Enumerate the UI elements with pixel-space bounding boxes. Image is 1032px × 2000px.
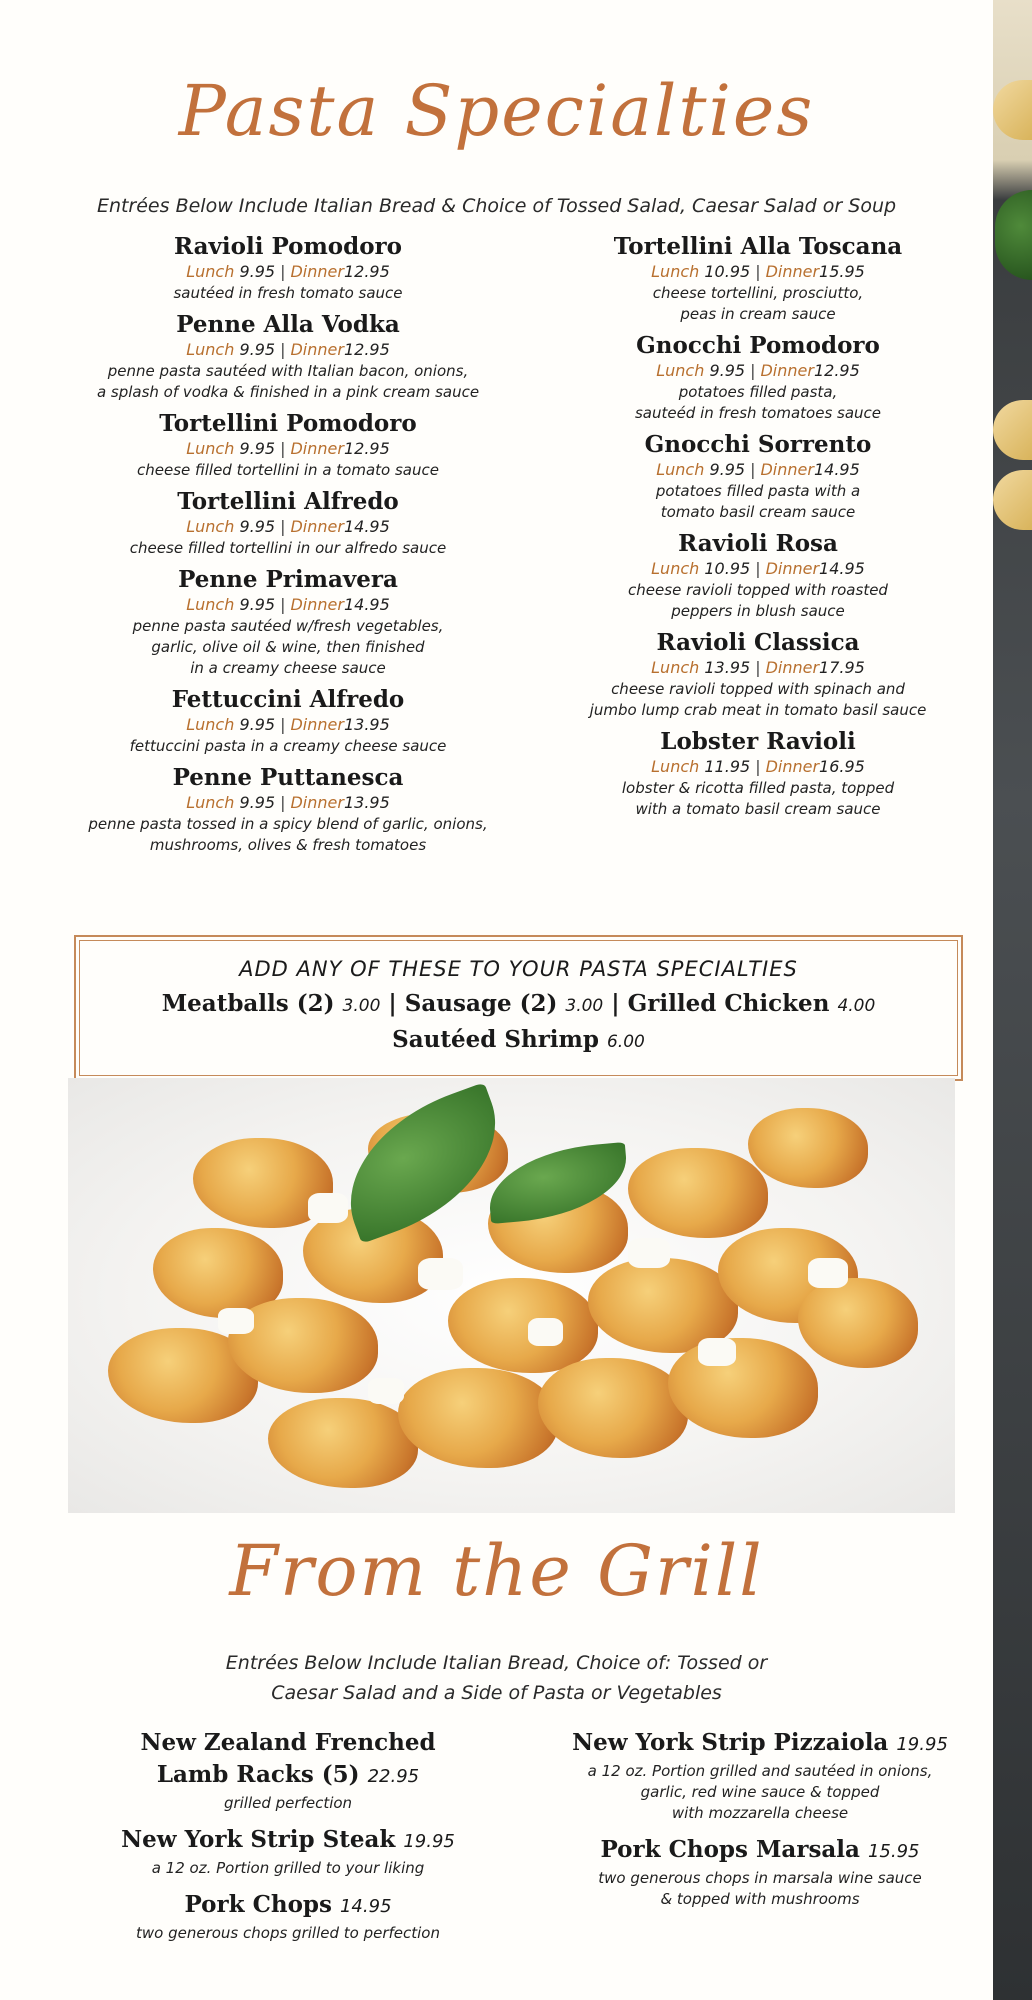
addon-price: 3.00: [565, 996, 604, 1016]
menu-item: [548, 529, 968, 622]
item-prices: [78, 438, 498, 460]
price-separator: |: [750, 460, 756, 479]
lunch-label: Lunch: [186, 262, 235, 281]
dinner-label: Dinner: [765, 559, 820, 578]
item-price: 19.95: [896, 1734, 948, 1755]
dinner-label: Dinner: [290, 340, 344, 359]
item-description: cheese filled tortellini in our alfredo sauce: [129, 539, 447, 557]
item-description: penne pasta sautéed w/fresh vegetables, garlic, olive oil & wine, then finished in a creamy cheese sauce: [132, 617, 444, 677]
lunch-label: Lunch: [186, 340, 235, 359]
lunch-label: Lunch: [186, 715, 235, 734]
addon-price: 3.00: [342, 996, 381, 1016]
item-name: Gnocchi Pomodoro: [636, 332, 880, 359]
pasta-left-column: [78, 232, 498, 862]
item-prices: [78, 594, 498, 616]
item-description: grilled perfection: [223, 1794, 353, 1812]
item-description: potatoes filled pasta with a tomato basil cream sauce: [655, 482, 861, 521]
lunch-label: Lunch: [651, 262, 700, 281]
item-name: Ravioli Pomodoro: [173, 233, 403, 260]
item-description: fettuccini pasta in a creamy cheese sauce: [129, 737, 447, 755]
dinner-label: Dinner: [760, 361, 814, 380]
item-name-line: [88, 1759, 488, 1793]
item-prices: [78, 792, 498, 814]
menu-item: [78, 565, 498, 679]
menu-item: [548, 430, 968, 523]
grill-right-column: [540, 1727, 980, 1920]
pasta-section-subtitle: Entrées Below Include Italian Bread & Choice of Tossed Salad, Caesar Salad or Soup: [96, 195, 897, 217]
item-prices: [548, 360, 968, 382]
item-prices: [548, 558, 968, 580]
item-description: a 12 oz. Portion grilled to your liking: [151, 1859, 425, 1877]
item-name: Tortellini Alfredo: [177, 488, 399, 515]
item-price: 15.95: [867, 1841, 920, 1862]
addon-separator: |: [388, 990, 397, 1017]
addon-price: 6.00: [606, 1032, 645, 1052]
item-name: New York Strip Pizzaiola: [572, 1729, 889, 1756]
price-separator: |: [280, 595, 286, 614]
price-separator: |: [755, 559, 761, 578]
price-separator: |: [280, 340, 286, 359]
grill-section-subtitle: [0, 1648, 993, 1708]
item-name: Ravioli Rosa: [678, 530, 838, 557]
menu-item: [88, 1824, 488, 1879]
dinner-price: 13.95: [343, 793, 390, 812]
lunch-label: Lunch: [656, 361, 705, 380]
item-prices: [548, 756, 968, 778]
item-prices: [548, 261, 968, 283]
item-name-line: [540, 1727, 980, 1761]
item-name: Tortellini Pomodoro: [159, 410, 417, 437]
dinner-price: 17.95: [819, 658, 865, 677]
menu-item: [88, 1727, 488, 1814]
item-prices: [548, 459, 968, 481]
menu-item: [548, 331, 968, 424]
grill-subtitle-line: Entrées Below Include Italian Bread, Choice of: Tossed or: [225, 1652, 768, 1674]
item-name: Ravioli Classica: [656, 629, 860, 656]
item-name: Pork Chops Marsala: [600, 1836, 860, 1863]
item-name: Lamb Racks (5): [156, 1761, 360, 1788]
addon-name: Grilled Chicken: [627, 990, 830, 1017]
item-name: Penne Puttanesca: [172, 764, 404, 791]
item-description: cheese tortellini, prosciutto, peas in cream sauce: [652, 284, 864, 323]
item-price: 19.95: [403, 1831, 455, 1852]
addon-name: Meatballs (2): [161, 990, 335, 1017]
grill-left-column: [88, 1727, 488, 1954]
item-description: potatoes filled pasta, sauteéd in fresh tomatoes sauce: [634, 383, 882, 422]
dinner-price: 12.95: [343, 439, 390, 458]
lunch-price: 9.95: [709, 460, 746, 479]
addon-separator: |: [611, 990, 620, 1017]
lunch-price: 9.95: [709, 361, 746, 380]
item-name: Lobster Ravioli: [660, 728, 856, 755]
item-description: lobster & ricotta filled pasta, topped with a tomato basil cream sauce: [621, 779, 895, 818]
addon-name: Sausage (2): [404, 990, 558, 1017]
background-strip: [993, 0, 1032, 2000]
menu-item: [548, 232, 968, 325]
item-price: 22.95: [367, 1766, 420, 1787]
lunch-price: 9.95: [239, 793, 276, 812]
addon-price: 4.00: [837, 996, 876, 1016]
gnocchi-photo: [68, 1078, 955, 1513]
lunch-label: Lunch: [186, 439, 235, 458]
grill-subtitle-line: Caesar Salad and a Side of Pasta or Vegetables: [271, 1682, 722, 1704]
lunch-price: 10.95: [704, 262, 751, 281]
menu-item: [88, 1889, 488, 1944]
item-prices: [78, 714, 498, 736]
item-name-line: [88, 1889, 488, 1923]
item-description: two generous chops in marsala wine sauce & topped with mushrooms: [598, 1869, 922, 1908]
dinner-label: Dinner: [765, 658, 820, 677]
lunch-price: 9.95: [239, 595, 276, 614]
pasta-right-column: [548, 232, 968, 826]
dinner-label: Dinner: [290, 715, 344, 734]
menu-item: [78, 487, 498, 559]
lunch-price: 9.95: [239, 340, 276, 359]
item-name: Penne Alla Vodka: [176, 311, 400, 338]
item-description: sautéed in fresh tomato sauce: [173, 284, 403, 302]
lunch-label: Lunch: [186, 517, 235, 536]
menu-item: [78, 232, 498, 304]
dinner-price: 16.95: [819, 757, 865, 776]
item-name: Tortellini Alla Toscana: [613, 233, 903, 260]
lunch-price: 9.95: [239, 517, 276, 536]
dinner-label: Dinner: [290, 517, 344, 536]
item-prices: [78, 516, 498, 538]
dinner-label: Dinner: [290, 262, 344, 281]
item-name: New York Strip Steak: [121, 1826, 396, 1853]
menu-item: [540, 1834, 980, 1910]
dinner-price: 14.95: [343, 517, 390, 536]
dinner-price: 12.95: [343, 340, 390, 359]
menu-item: [78, 409, 498, 481]
lunch-price: 9.95: [239, 715, 276, 734]
price-separator: |: [280, 262, 286, 281]
item-name: Pork Chops: [184, 1891, 332, 1918]
item-name-line: [88, 1824, 488, 1858]
dinner-label: Dinner: [765, 757, 820, 776]
item-description: cheese filled tortellini in a tomato sauce: [137, 461, 439, 479]
lunch-label: Lunch: [656, 460, 705, 479]
menu-item: [540, 1727, 980, 1824]
addons-line-2: [76, 1023, 961, 1059]
dinner-label: Dinner: [290, 595, 344, 614]
lunch-price: 9.95: [239, 262, 276, 281]
lunch-label: Lunch: [186, 793, 235, 812]
price-separator: |: [280, 715, 286, 734]
dinner-price: 13.95: [343, 715, 390, 734]
dinner-price: 15.95: [819, 262, 865, 281]
addon-name: Sautéed Shrimp: [392, 1026, 599, 1053]
item-name: New Zealand Frenched: [140, 1729, 436, 1756]
menu-item: [78, 685, 498, 757]
dinner-price: 14.95: [819, 559, 865, 578]
lunch-label: Lunch: [651, 658, 700, 677]
item-price: 14.95: [339, 1896, 392, 1917]
item-name-line: [540, 1834, 980, 1868]
price-separator: |: [755, 757, 761, 776]
item-prices: [78, 261, 498, 283]
price-separator: |: [280, 793, 286, 812]
dinner-price: 14.95: [343, 595, 390, 614]
lunch-price: 9.95: [239, 439, 276, 458]
lunch-label: Lunch: [651, 757, 700, 776]
lunch-price: 13.95: [704, 658, 751, 677]
lunch-label: Lunch: [186, 595, 235, 614]
item-description: cheese ravioli topped with spinach and jumbo lump crab meat in tomato basil sauce: [589, 680, 927, 719]
addons-line-1: [76, 987, 961, 1023]
price-separator: |: [755, 262, 761, 281]
dinner-price: 12.95: [813, 361, 860, 380]
price-separator: |: [280, 517, 286, 536]
pasta-section-title: Pasta Specialties: [178, 70, 815, 152]
dinner-label: Dinner: [290, 439, 344, 458]
lunch-label: Lunch: [651, 559, 700, 578]
dinner-label: Dinner: [760, 460, 814, 479]
lunch-price: 10.95: [704, 559, 751, 578]
item-name: Fettuccini Alfredo: [171, 686, 405, 713]
price-separator: |: [750, 361, 756, 380]
menu-item: [548, 628, 968, 721]
item-description: two generous chops grilled to perfection: [136, 1924, 440, 1942]
item-description: a 12 oz. Portion grilled and sautéed in onions, garlic, red wine sauce & topped with mozzarella cheese: [587, 1762, 933, 1822]
lunch-price: 11.95: [704, 757, 751, 776]
price-separator: |: [280, 439, 286, 458]
grill-section-title: From the Grill: [229, 1530, 764, 1612]
dinner-label: Dinner: [290, 793, 344, 812]
item-name: Gnocchi Sorrento: [644, 431, 872, 458]
item-prices: [78, 339, 498, 361]
item-description: penne pasta tossed in a spicy blend of garlic, onions, mushrooms, olives & fresh tomatoes: [88, 815, 488, 854]
item-description: penne pasta sautéed with Italian bacon, onions, a splash of vodka & finished in a pink cream sauce: [96, 362, 480, 401]
item-prices: [548, 657, 968, 679]
menu-item: [78, 310, 498, 403]
menu-item: [548, 727, 968, 820]
item-name: Penne Primavera: [178, 566, 398, 593]
dinner-label: Dinner: [765, 262, 820, 281]
dinner-price: 12.95: [343, 262, 390, 281]
menu-item: [78, 763, 498, 856]
addons-title: ADD ANY OF THESE TO YOUR PASTA SPECIALTIES: [239, 957, 798, 981]
item-description: cheese ravioli topped with roasted peppers in blush sauce: [628, 581, 888, 620]
price-separator: |: [755, 658, 761, 677]
dinner-price: 14.95: [813, 460, 860, 479]
addons-box: [74, 935, 963, 1081]
